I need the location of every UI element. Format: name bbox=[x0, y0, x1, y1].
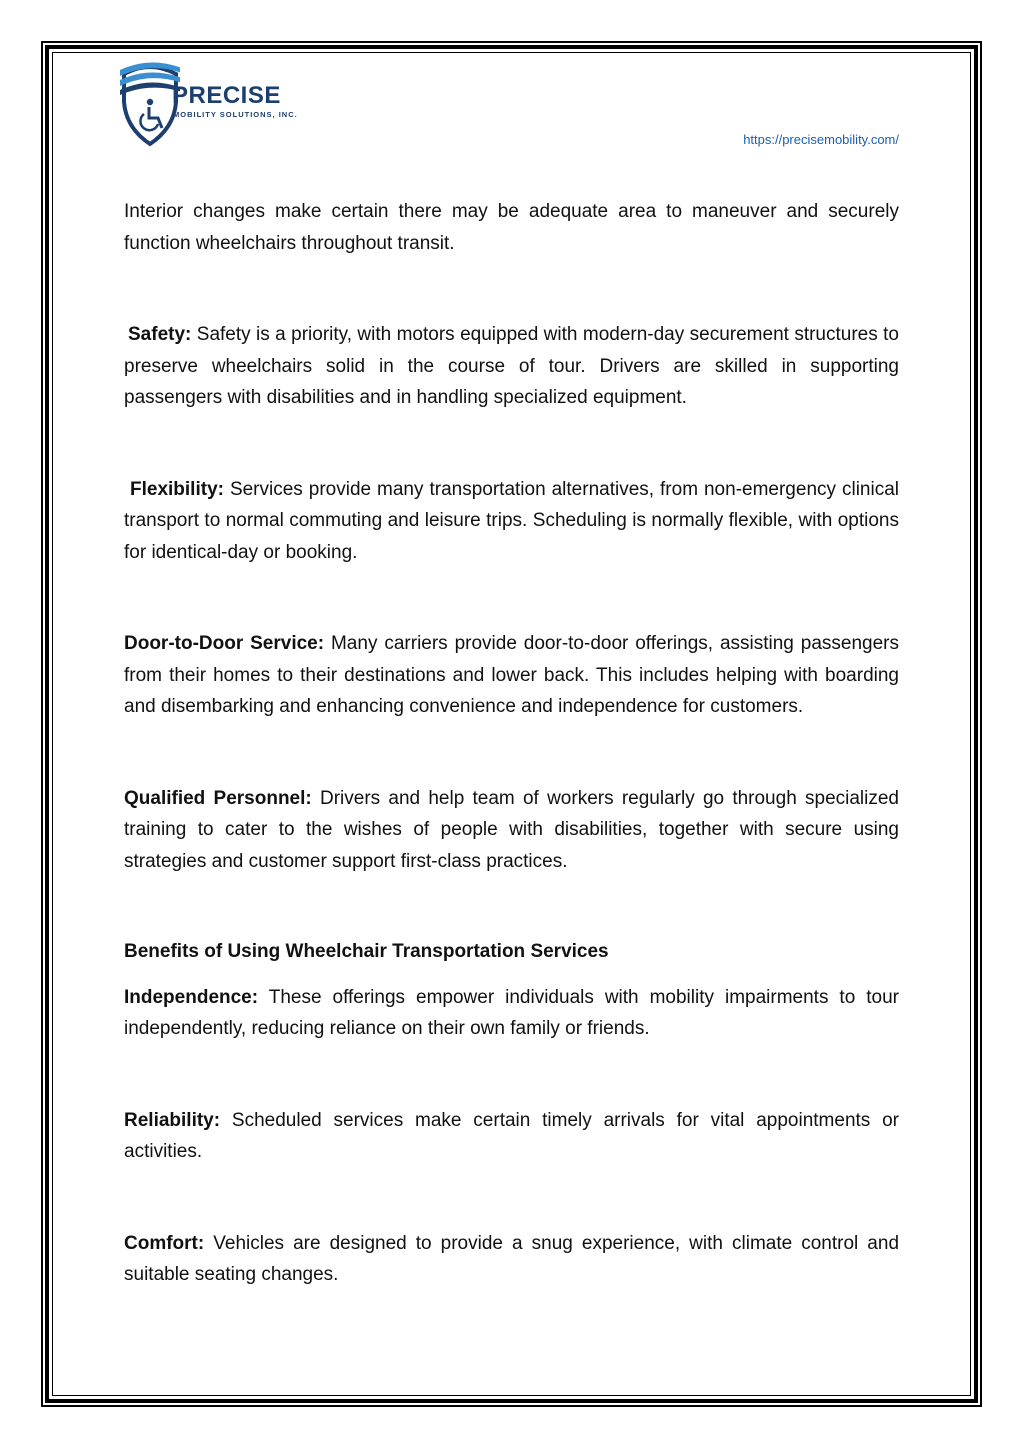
feature-text: Safety is a priority, with motors equipped with modern-day securement structures to preserve wheelchairs solid in the course of tour. Drivers are skilled in supporting passengers with disabilities and in handling specialized equipment. bbox=[124, 324, 899, 408]
feature-qualified-personnel bbox=[124, 783, 899, 878]
website-link[interactable]: https://precisemobility.com/ bbox=[743, 132, 899, 147]
feature-door-to-door bbox=[124, 628, 899, 723]
benefit-text: Scheduled services make certain timely arrivals for vital appointments or activities. bbox=[124, 1109, 899, 1162]
feature-label: Safety: bbox=[128, 324, 192, 345]
feature-label: Flexibility: bbox=[130, 478, 224, 500]
feature-label: Door-to-Door Service: bbox=[124, 633, 325, 654]
logo-name: PRECISE bbox=[172, 82, 281, 109]
benefit-text: Vehicles are designed to provide a snug experience, with climate control and suitable seating changes. bbox=[124, 1232, 900, 1285]
logo-subtitle: MOBILITY SOLUTIONS, INC. bbox=[173, 110, 298, 119]
benefit-label: Reliability: bbox=[124, 1109, 221, 1131]
benefit-comfort bbox=[124, 1228, 899, 1291]
intro-paragraph: Interior changes make certain there may be adequate area to maneuver and securely function wheelchairs throughout transit. bbox=[124, 201, 899, 254]
benefit-text: These offerings empower individuals with mobility impairments to tour independently, reducing reliance on their own family or friends. bbox=[124, 986, 899, 1039]
feature-text: Many carriers provide door-to-door offerings, assisting passengers from their homes to their destinations and lower back. This includes helping with boarding and disembarking and enhancing convenience and independence for customers. bbox=[124, 633, 899, 717]
benefit-reliability bbox=[124, 1105, 899, 1168]
benefits-heading: Benefits of Using Wheelchair Transportation Services bbox=[124, 941, 609, 962]
benefit-label: Comfort: bbox=[124, 1232, 205, 1254]
benefit-independence bbox=[124, 982, 899, 1045]
feature-label: Qualified Personnel: bbox=[124, 787, 312, 809]
feature-safety bbox=[124, 319, 899, 414]
feature-flexibility bbox=[124, 474, 899, 569]
company-logo bbox=[120, 58, 340, 148]
wheelchair-shield-icon bbox=[120, 58, 180, 148]
benefit-label: Independence: bbox=[124, 986, 259, 1008]
feature-text: Drivers and help team of workers regularly go through specialized training to cater to the wishes of people with disabilities, together with secure using strategies and customer support first-class practices. bbox=[124, 787, 900, 872]
feature-text: Services provide many transportation alternatives, from non-emergency clinical transport to normal commuting and leisure trips. Scheduling is normally flexible, with options for identical-day or booking. bbox=[124, 478, 899, 563]
document-body bbox=[124, 196, 899, 1291]
